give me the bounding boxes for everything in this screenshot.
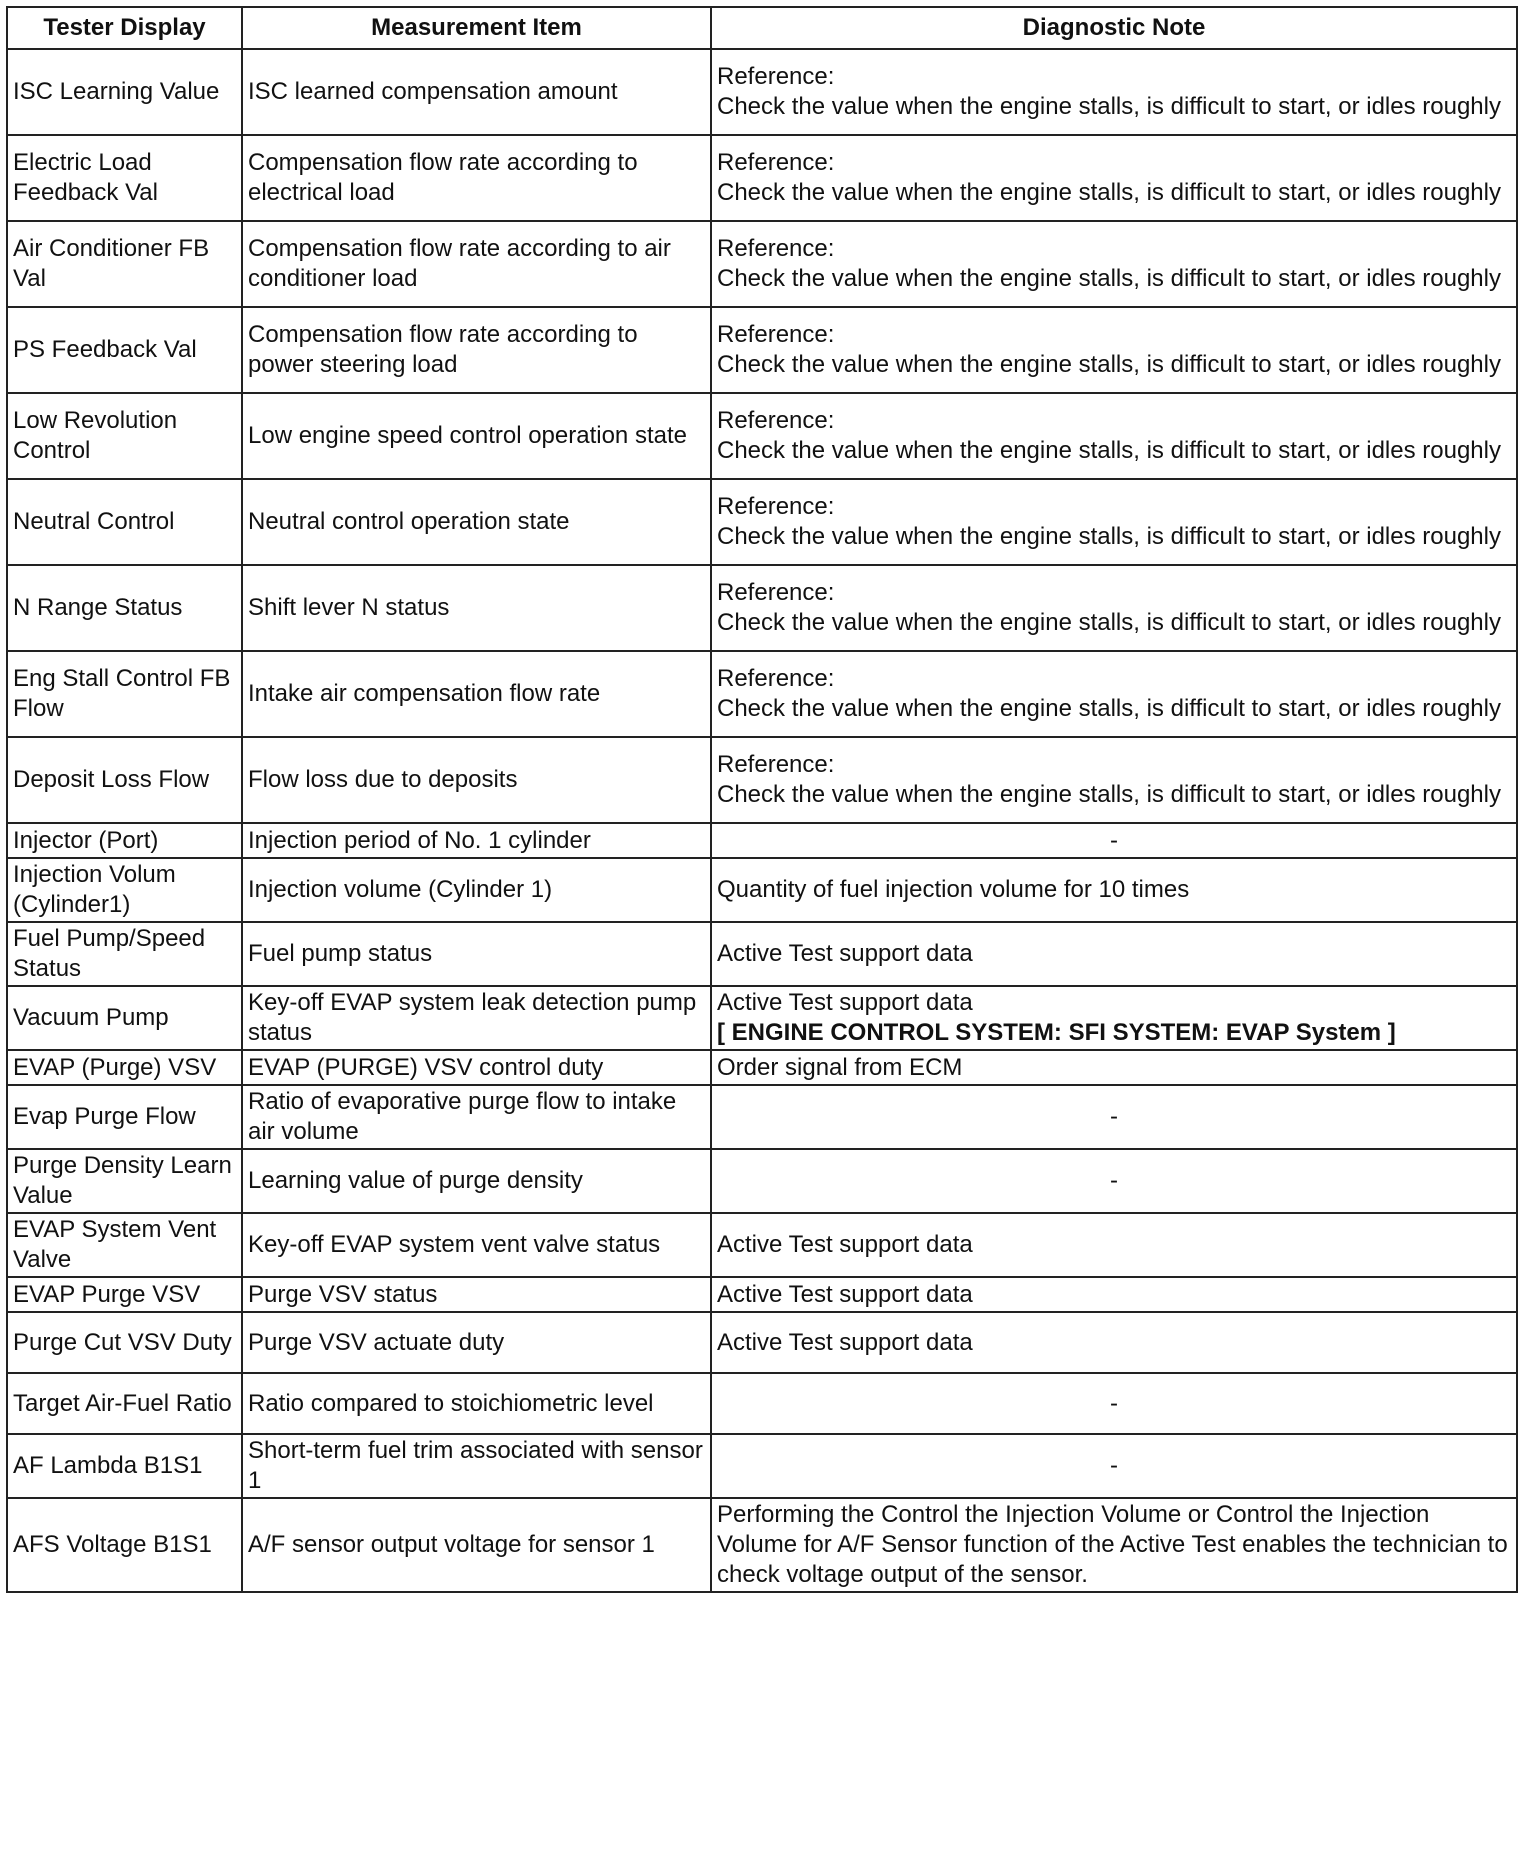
table-row [7, 1277, 1517, 1312]
table-row [7, 1213, 1517, 1277]
table-row [7, 393, 1517, 479]
diagnostic-note-cell: Performing the Control the Injection Volume or Control the Injection Volume for A/F Sensor function of the Active Test enables the technician to check voltage output of the sensor. [711, 1498, 1517, 1592]
table-row [7, 1434, 1517, 1498]
diagnostic-note-cell [711, 135, 1517, 221]
table-row [7, 1373, 1517, 1434]
measurement-item-cell: Shift lever N status [242, 565, 711, 651]
table-row [7, 986, 1517, 1050]
measurement-item-cell: Key-off EVAP system leak detection pump status [242, 986, 711, 1050]
tester-display-cell: Purge Density Learn Value [7, 1149, 242, 1213]
reference-label: Reference: [717, 493, 835, 520]
diagnostic-note-cell [711, 737, 1517, 823]
reference-text: Check the value when the engine stalls, is difficult to start, or idles roughly [717, 695, 1501, 722]
reference-text: Check the value when the engine stalls, is difficult to start, or idles roughly [717, 351, 1501, 378]
table-row [7, 479, 1517, 565]
diagnostic-note-cell: Active Test support data [711, 1277, 1517, 1312]
diagnostic-note-cell [711, 651, 1517, 737]
measurement-item-cell: EVAP (PURGE) VSV control duty [242, 1050, 711, 1085]
measurement-item-cell: Purge VSV actuate duty [242, 1312, 711, 1373]
table-row [7, 565, 1517, 651]
tester-display-cell: EVAP (Purge) VSV [7, 1050, 242, 1085]
reference-label: Reference: [717, 235, 835, 262]
measurement-item-cell: Key-off EVAP system vent valve status [242, 1213, 711, 1277]
measurement-item-cell: Injection volume (Cylinder 1) [242, 858, 711, 922]
diagnostic-note-cell: Order signal from ECM [711, 1050, 1517, 1085]
diagnostic-note-cell [711, 565, 1517, 651]
diagnostic-note-cell: Active Test support data [711, 1312, 1517, 1373]
diagnostic-note-cell: - [711, 1149, 1517, 1213]
reference-text: Check the value when the engine stalls, is difficult to start, or idles roughly [717, 265, 1501, 292]
diagnostic-note-cell [711, 307, 1517, 393]
tester-display-cell: EVAP Purge VSV [7, 1277, 242, 1312]
diagnostic-data-table [6, 6, 1518, 1593]
reference-label: Reference: [717, 63, 835, 90]
diagnostic-note-cell: - [711, 1434, 1517, 1498]
tester-display-cell: Deposit Loss Flow [7, 737, 242, 823]
tester-display-cell: Injector (Port) [7, 823, 242, 858]
diagnostic-note-cell: Quantity of fuel injection volume for 10 times [711, 858, 1517, 922]
diagnostic-note-cell [711, 221, 1517, 307]
reference-text: Check the value when the engine stalls, is difficult to start, or idles roughly [717, 609, 1501, 636]
table-row [7, 1149, 1517, 1213]
measurement-item-cell: Learning value of purge density [242, 1149, 711, 1213]
reference-label: Reference: [717, 665, 835, 692]
diagnostic-note-cell: - [711, 1085, 1517, 1149]
measurement-item-cell: Flow loss due to deposits [242, 737, 711, 823]
tester-display-cell: Evap Purge Flow [7, 1085, 242, 1149]
reference-label: Reference: [717, 579, 835, 606]
table-row [7, 221, 1517, 307]
table-row [7, 307, 1517, 393]
table-row [7, 1312, 1517, 1373]
tester-display-cell: Low Revolution Control [7, 393, 242, 479]
tester-display-cell: AFS Voltage B1S1 [7, 1498, 242, 1592]
reference-label: Reference: [717, 407, 835, 434]
diagnostic-table-container [6, 6, 1516, 1593]
evap-system-link[interactable]: [ ENGINE CONTROL SYSTEM: SFI SYSTEM: EVAP System ] [717, 1019, 1396, 1046]
reference-label: Reference: [717, 751, 835, 778]
tester-display-cell: Fuel Pump/Speed Status [7, 922, 242, 986]
diagnostic-note-cell: - [711, 1373, 1517, 1434]
diagnostic-note-cell: Active Test support data [711, 922, 1517, 986]
tester-display-cell: N Range Status [7, 565, 242, 651]
measurement-item-cell: Purge VSV status [242, 1277, 711, 1312]
diagnostic-note-cell [711, 479, 1517, 565]
diagnostic-note-cell: Active Test support data [711, 1213, 1517, 1277]
measurement-item-cell: Short-term fuel trim associated with sensor 1 [242, 1434, 711, 1498]
tester-display-cell: Air Conditioner FB Val [7, 221, 242, 307]
table-row [7, 1498, 1517, 1592]
reference-label: Reference: [717, 321, 835, 348]
reference-text: Check the value when the engine stalls, is difficult to start, or idles roughly [717, 781, 1501, 808]
table-row [7, 858, 1517, 922]
tester-display-cell: ISC Learning Value [7, 49, 242, 135]
tester-display-cell: Target Air-Fuel Ratio [7, 1373, 242, 1434]
measurement-item-cell: Compensation flow rate according to air conditioner load [242, 221, 711, 307]
table-row [7, 135, 1517, 221]
table-row [7, 823, 1517, 858]
tester-display-cell: Vacuum Pump [7, 986, 242, 1050]
reference-label: Reference: [717, 149, 835, 176]
tester-display-cell: EVAP System Vent Valve [7, 1213, 242, 1277]
diagnostic-note-cell [711, 986, 1517, 1050]
table-row [7, 737, 1517, 823]
tester-display-cell: Eng Stall Control FB Flow [7, 651, 242, 737]
diagnostic-note-cell [711, 49, 1517, 135]
reference-text: Check the value when the engine stalls, is difficult to start, or idles roughly [717, 437, 1501, 464]
tester-display-cell: PS Feedback Val [7, 307, 242, 393]
measurement-item-cell: Ratio compared to stoichiometric level [242, 1373, 711, 1434]
measurement-item-cell: ISC learned compensation amount [242, 49, 711, 135]
tester-display-cell: Purge Cut VSV Duty [7, 1312, 242, 1373]
tester-display-cell: Electric Load Feedback Val [7, 135, 242, 221]
reference-text: Check the value when the engine stalls, is difficult to start, or idles roughly [717, 93, 1501, 120]
measurement-item-cell: Neutral control operation state [242, 479, 711, 565]
table-row [7, 1085, 1517, 1149]
measurement-item-cell: Compensation flow rate according to power steering load [242, 307, 711, 393]
tester-display-cell: AF Lambda B1S1 [7, 1434, 242, 1498]
table-row [7, 651, 1517, 737]
table-row [7, 1050, 1517, 1085]
measurement-item-cell: A/F sensor output voltage for sensor 1 [242, 1498, 711, 1592]
diagnostic-note-cell: - [711, 823, 1517, 858]
active-test-text: Active Test support data [717, 989, 973, 1016]
reference-text: Check the value when the engine stalls, is difficult to start, or idles roughly [717, 179, 1501, 206]
tester-display-cell: Injection Volum (Cylinder1) [7, 858, 242, 922]
reference-text: Check the value when the engine stalls, is difficult to start, or idles roughly [717, 523, 1501, 550]
measurement-item-cell: Fuel pump status [242, 922, 711, 986]
table-row [7, 922, 1517, 986]
measurement-item-cell: Compensation flow rate according to electrical load [242, 135, 711, 221]
measurement-item-cell: Injection period of No. 1 cylinder [242, 823, 711, 858]
table-header-row [7, 7, 1517, 49]
header-tester-display: Tester Display [7, 7, 242, 49]
measurement-item-cell: Intake air compensation flow rate [242, 651, 711, 737]
table-row [7, 49, 1517, 135]
measurement-item-cell: Low engine speed control operation state [242, 393, 711, 479]
header-measurement-item: Measurement Item [242, 7, 711, 49]
tester-display-cell: Neutral Control [7, 479, 242, 565]
measurement-item-cell: Ratio of evaporative purge flow to intake air volume [242, 1085, 711, 1149]
diagnostic-note-cell [711, 393, 1517, 479]
header-diagnostic-note: Diagnostic Note [711, 7, 1517, 49]
